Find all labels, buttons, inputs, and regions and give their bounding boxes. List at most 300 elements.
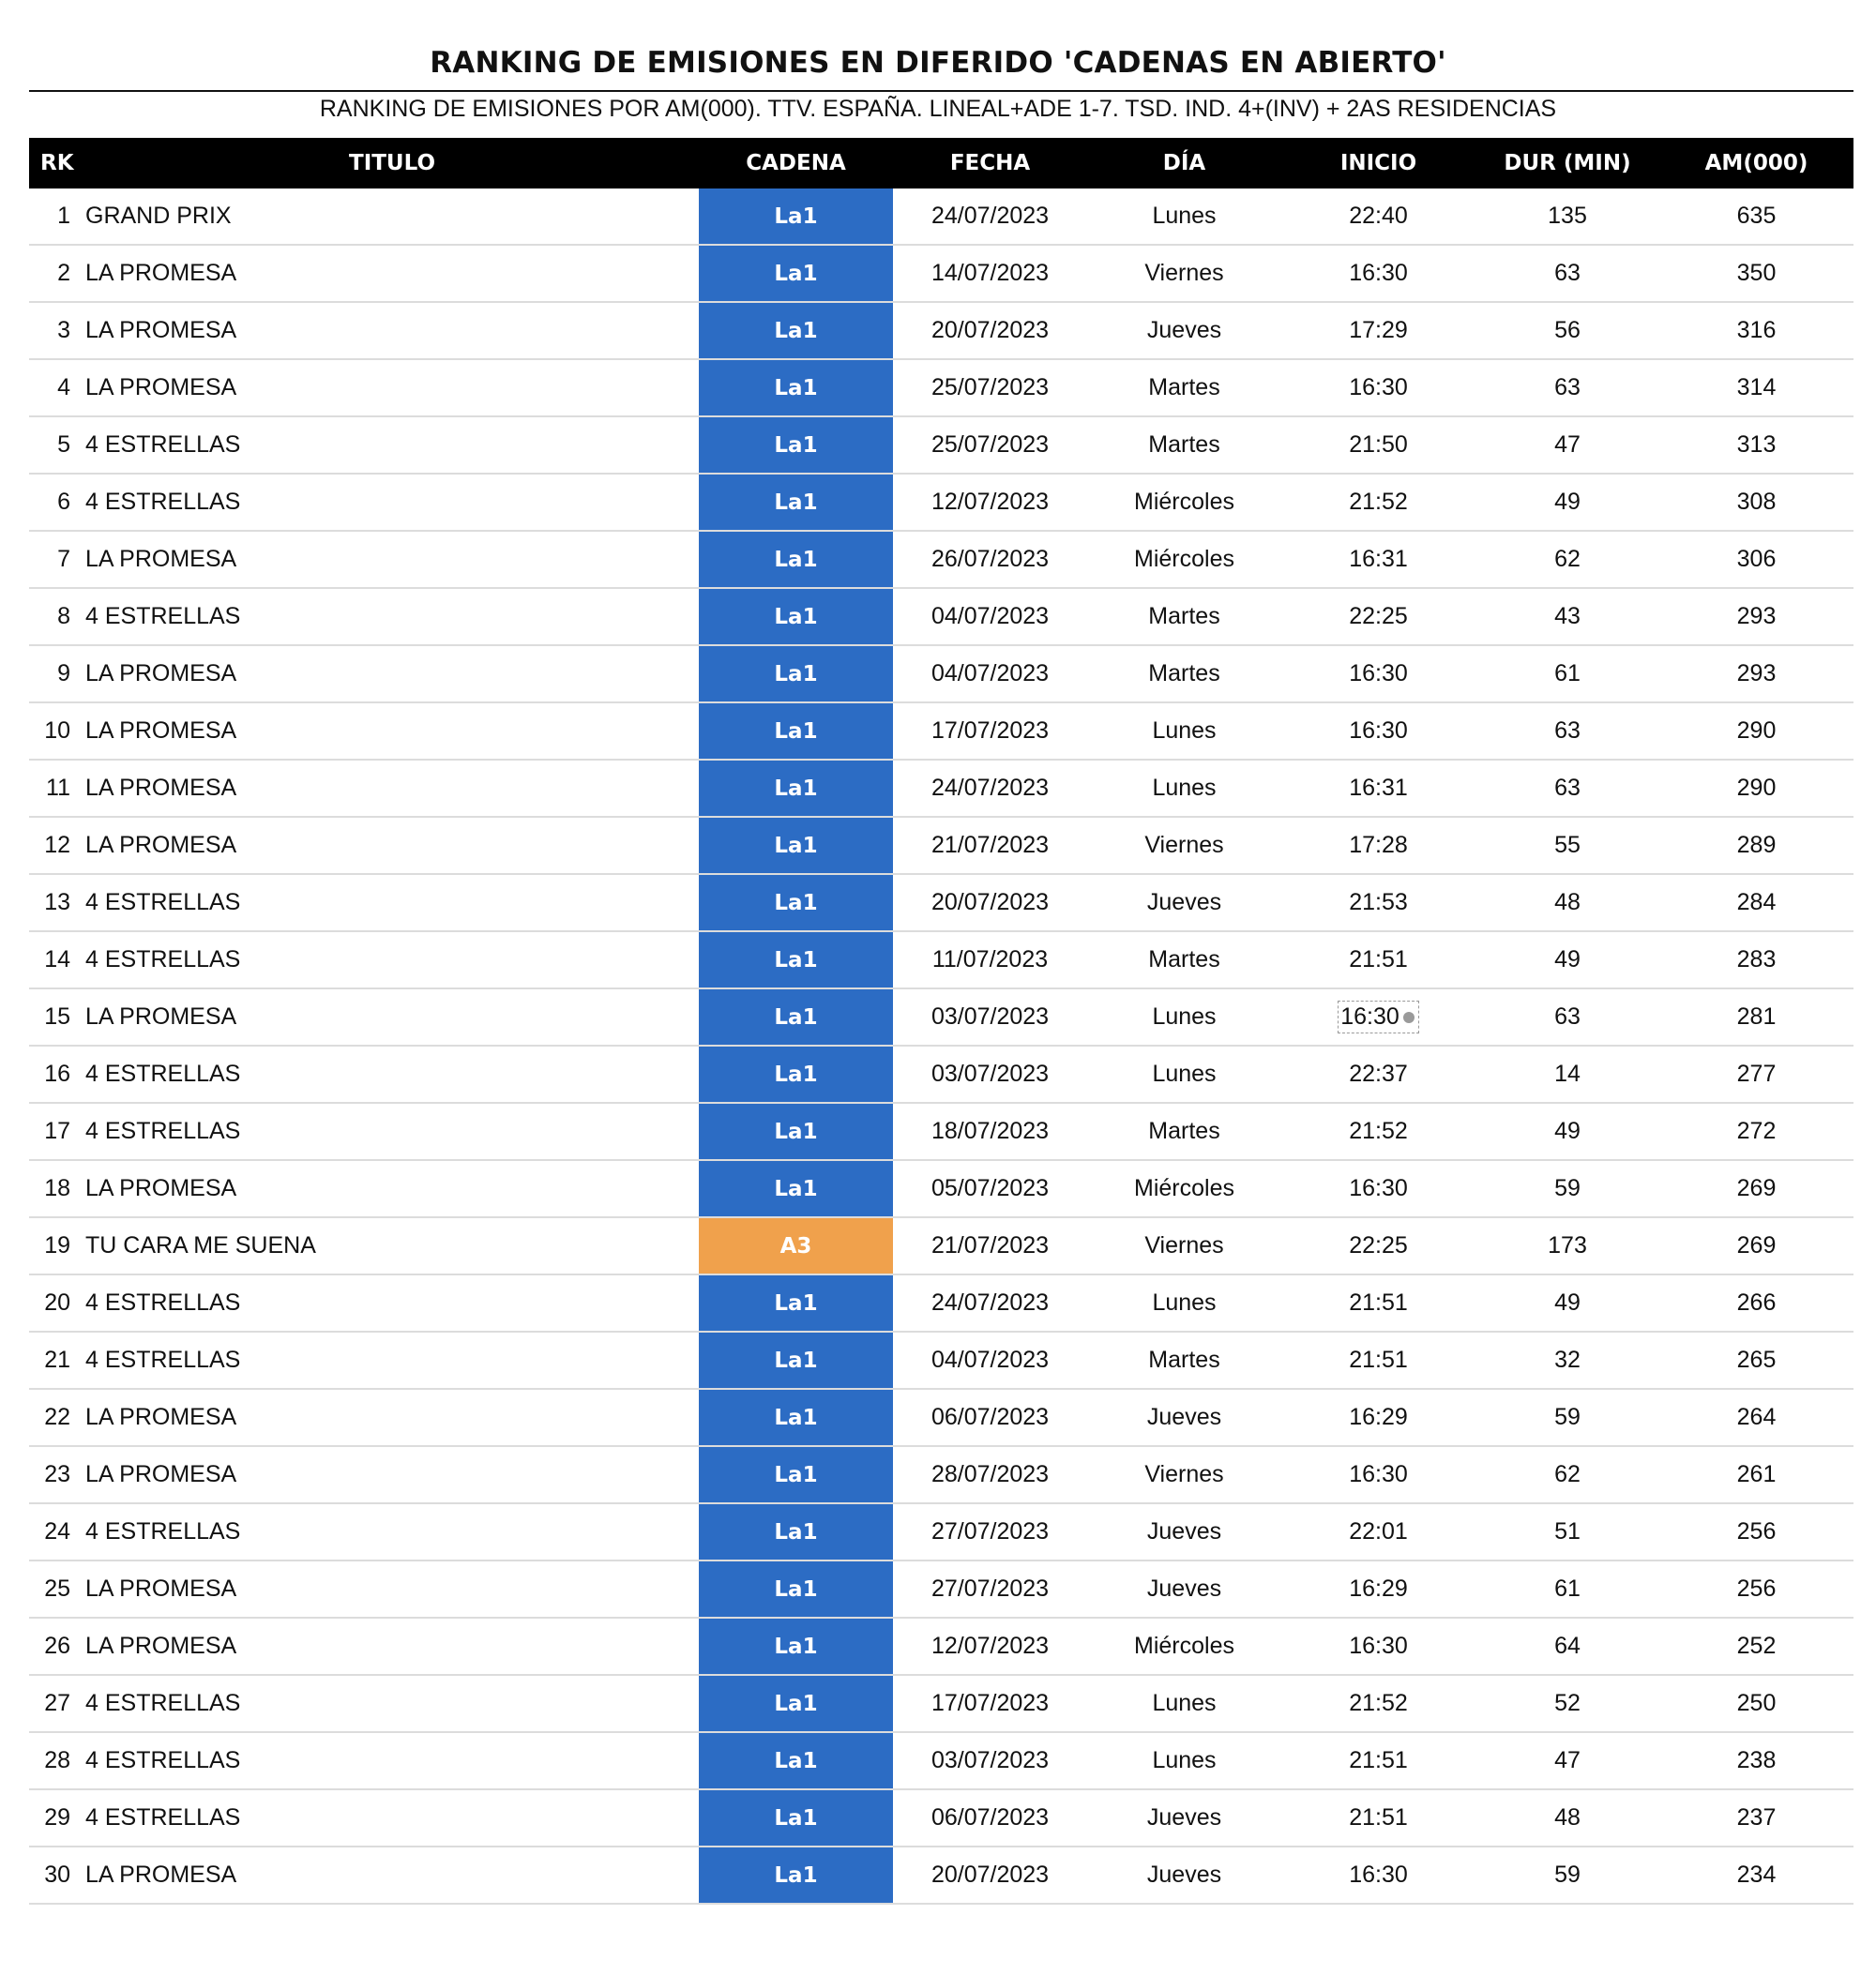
cell-inicio[interactable]: [1281, 416, 1475, 474]
channel-badge[interactable]: La1: [699, 988, 893, 1046]
cell-am[interactable]: 635: [1659, 188, 1853, 245]
cell-am[interactable]: 250: [1659, 1675, 1853, 1732]
cell-dur[interactable]: 51: [1475, 1503, 1659, 1560]
cell-titulo[interactable]: LA PROMESA: [85, 302, 699, 359]
cell-dur[interactable]: 55: [1475, 817, 1659, 874]
cell-titulo[interactable]: 4 ESTRELLAS: [85, 474, 699, 531]
cell-dia[interactable]: Martes: [1087, 416, 1281, 474]
cell-dia[interactable]: Martes: [1087, 588, 1281, 645]
header-rk[interactable]: RK: [29, 138, 85, 188]
start-time-text: 16:29: [1349, 1404, 1408, 1430]
cell-dur[interactable]: 56: [1475, 302, 1659, 359]
cell-inicio[interactable]: [1281, 1446, 1475, 1503]
start-time-text: 21:52: [1349, 1118, 1408, 1144]
cell-rk[interactable]: 28: [29, 1732, 85, 1789]
cell-am[interactable]: 256: [1659, 1560, 1853, 1618]
cell-rk[interactable]: 11: [29, 760, 85, 817]
cell-am[interactable]: 272: [1659, 1103, 1853, 1160]
cell-titulo[interactable]: LA PROMESA: [85, 1160, 699, 1217]
cell-titulo[interactable]: 4 ESTRELLAS: [85, 874, 699, 931]
cell-fecha[interactable]: 17/07/2023: [893, 702, 1087, 760]
header-dur[interactable]: DUR (MIN): [1475, 138, 1659, 188]
cell-inicio[interactable]: [1281, 1332, 1475, 1389]
start-time-value: [1349, 374, 1408, 401]
cell-fecha[interactable]: 12/07/2023: [893, 474, 1087, 531]
cell-rk[interactable]: 19: [29, 1217, 85, 1274]
header-cadena[interactable]: CADENA: [699, 138, 893, 188]
cell-dur[interactable]: 47: [1475, 1732, 1659, 1789]
channel-badge[interactable]: La1: [699, 359, 893, 416]
cell-rk[interactable]: 3: [29, 302, 85, 359]
header-dia[interactable]: DÍA: [1087, 138, 1281, 188]
cell-fecha[interactable]: 04/07/2023: [893, 588, 1087, 645]
cell-titulo[interactable]: LA PROMESA: [85, 531, 699, 588]
cell-am[interactable]: 290: [1659, 760, 1853, 817]
cell-rk[interactable]: 1: [29, 188, 85, 245]
cell-fecha[interactable]: 27/07/2023: [893, 1560, 1087, 1618]
cell-titulo[interactable]: 4 ESTRELLAS: [85, 1789, 699, 1847]
cell-am[interactable]: 269: [1659, 1217, 1853, 1274]
cell-am[interactable]: 306: [1659, 531, 1853, 588]
cell-dur[interactable]: 49: [1475, 1274, 1659, 1332]
cell-fecha[interactable]: 24/07/2023: [893, 1274, 1087, 1332]
cell-rk[interactable]: 29: [29, 1789, 85, 1847]
start-time-value: [1349, 1118, 1408, 1145]
cell-titulo[interactable]: 4 ESTRELLAS: [85, 1274, 699, 1332]
start-time-value: [1349, 1061, 1408, 1088]
cell-inicio[interactable]: [1281, 1847, 1475, 1904]
start-time-text: 16:30: [1349, 1175, 1408, 1201]
cell-titulo[interactable]: LA PROMESA: [85, 1389, 699, 1446]
cell-am[interactable]: 290: [1659, 702, 1853, 760]
cell-am[interactable]: 308: [1659, 474, 1853, 531]
start-time-text: 16:30: [1349, 1461, 1408, 1487]
cell-fecha[interactable]: 14/07/2023: [893, 245, 1087, 302]
cell-rk[interactable]: 10: [29, 702, 85, 760]
start-time-value: [1349, 1347, 1408, 1374]
start-time-text: 22:01: [1349, 1518, 1408, 1545]
cell-dia[interactable]: Lunes: [1087, 1046, 1281, 1103]
cell-fecha[interactable]: 24/07/2023: [893, 188, 1087, 245]
channel-badge[interactable]: La1: [699, 931, 893, 988]
cell-dur[interactable]: 49: [1475, 1103, 1659, 1160]
cell-titulo[interactable]: LA PROMESA: [85, 817, 699, 874]
start-time-text: 16:31: [1349, 775, 1408, 801]
cell-rk[interactable]: 13: [29, 874, 85, 931]
start-time-value: [1349, 1862, 1408, 1889]
cell-dia[interactable]: Miércoles: [1087, 1160, 1281, 1217]
cell-dur[interactable]: 61: [1475, 1560, 1659, 1618]
table-row: [29, 1560, 1853, 1618]
cell-inicio[interactable]: [1281, 988, 1475, 1046]
cell-titulo[interactable]: 4 ESTRELLAS: [85, 416, 699, 474]
cell-inicio[interactable]: [1281, 1732, 1475, 1789]
cell-titulo[interactable]: LA PROMESA: [85, 702, 699, 760]
cell-dia[interactable]: Lunes: [1087, 1274, 1281, 1332]
table-row: [29, 1446, 1853, 1503]
cell-fecha[interactable]: 25/07/2023: [893, 359, 1087, 416]
start-time-value: [1349, 1804, 1408, 1832]
table-row: [29, 817, 1853, 874]
cell-dur[interactable]: 48: [1475, 1789, 1659, 1847]
cell-am[interactable]: 256: [1659, 1503, 1853, 1560]
start-time-text: 21:51: [1349, 1747, 1408, 1773]
cell-titulo[interactable]: LA PROMESA: [85, 245, 699, 302]
channel-badge[interactable]: La1: [699, 1503, 893, 1560]
cell-inicio[interactable]: [1281, 188, 1475, 245]
cell-titulo[interactable]: 4 ESTRELLAS: [85, 931, 699, 988]
channel-badge[interactable]: La1: [699, 1732, 893, 1789]
cell-rk[interactable]: 24: [29, 1503, 85, 1560]
cell-dia[interactable]: Martes: [1087, 645, 1281, 702]
cell-dia[interactable]: Miércoles: [1087, 474, 1281, 531]
cell-fecha[interactable]: 26/07/2023: [893, 531, 1087, 588]
cell-dur[interactable]: 49: [1475, 931, 1659, 988]
cell-dia[interactable]: Viernes: [1087, 1446, 1281, 1503]
cell-dur[interactable]: 63: [1475, 988, 1659, 1046]
cell-fecha[interactable]: 11/07/2023: [893, 931, 1087, 988]
cell-dia[interactable]: Jueves: [1087, 874, 1281, 931]
cell-dia[interactable]: Viernes: [1087, 1217, 1281, 1274]
channel-badge[interactable]: La1: [699, 1847, 893, 1904]
channel-badge[interactable]: La1: [699, 1675, 893, 1732]
channel-badge[interactable]: La1: [699, 817, 893, 874]
channel-badge[interactable]: La1: [699, 188, 893, 245]
table-row: [29, 645, 1853, 702]
table-row: [29, 988, 1853, 1046]
start-time-value: [1340, 1003, 1416, 1031]
start-time-value: [1349, 431, 1408, 459]
cell-dur[interactable]: 135: [1475, 188, 1659, 245]
cell-rk[interactable]: 5: [29, 416, 85, 474]
cell-dur[interactable]: 62: [1475, 531, 1659, 588]
channel-badge[interactable]: La1: [699, 702, 893, 760]
cell-am[interactable]: 238: [1659, 1732, 1853, 1789]
cell-titulo[interactable]: LA PROMESA: [85, 1618, 699, 1675]
cell-titulo[interactable]: LA PROMESA: [85, 760, 699, 817]
cell-inicio[interactable]: [1281, 931, 1475, 988]
channel-badge[interactable]: La1: [699, 1789, 893, 1847]
cell-fecha[interactable]: 21/07/2023: [893, 817, 1087, 874]
start-time-value: [1349, 889, 1408, 916]
cell-titulo[interactable]: LA PROMESA: [85, 1847, 699, 1904]
cell-dur[interactable]: 63: [1475, 359, 1659, 416]
cell-am[interactable]: 252: [1659, 1618, 1853, 1675]
table-row: [29, 931, 1853, 988]
cell-fecha[interactable]: 25/07/2023: [893, 416, 1087, 474]
table-row: [29, 702, 1853, 760]
cell-dia[interactable]: Jueves: [1087, 1503, 1281, 1560]
cell-titulo[interactable]: 4 ESTRELLAS: [85, 588, 699, 645]
cell-fecha[interactable]: 05/07/2023: [893, 1160, 1087, 1217]
cell-dia[interactable]: Jueves: [1087, 1789, 1281, 1847]
cell-am[interactable]: 313: [1659, 416, 1853, 474]
cell-rk[interactable]: 8: [29, 588, 85, 645]
cell-fecha[interactable]: 20/07/2023: [893, 302, 1087, 359]
cell-fecha[interactable]: 28/07/2023: [893, 1446, 1087, 1503]
channel-badge[interactable]: La1: [699, 645, 893, 702]
cell-dia[interactable]: Miércoles: [1087, 531, 1281, 588]
channel-badge[interactable]: La1: [699, 588, 893, 645]
cell-rk[interactable]: 4: [29, 359, 85, 416]
cell-dur[interactable]: 173: [1475, 1217, 1659, 1274]
channel-badge[interactable]: La1: [699, 1046, 893, 1103]
cell-rk[interactable]: 25: [29, 1560, 85, 1618]
cell-rk[interactable]: 27: [29, 1675, 85, 1732]
cell-dur[interactable]: 63: [1475, 702, 1659, 760]
cell-dur[interactable]: 48: [1475, 874, 1659, 931]
table-row: [29, 416, 1853, 474]
cell-inicio[interactable]: [1281, 1274, 1475, 1332]
start-time-text: 17:28: [1349, 832, 1408, 858]
start-time-text: 16:31: [1349, 546, 1408, 572]
cell-dia[interactable]: Martes: [1087, 1103, 1281, 1160]
cell-titulo[interactable]: TU CARA ME SUENA: [85, 1217, 699, 1274]
cell-fecha[interactable]: 17/07/2023: [893, 1675, 1087, 1732]
table-row: [29, 474, 1853, 531]
cell-am[interactable]: 283: [1659, 931, 1853, 988]
cell-dur[interactable]: 63: [1475, 245, 1659, 302]
cell-dur[interactable]: 47: [1475, 416, 1659, 474]
start-time-text: 21:52: [1349, 489, 1408, 515]
start-time-text: 21:51: [1349, 1347, 1408, 1373]
cell-rk[interactable]: 15: [29, 988, 85, 1046]
cell-inicio[interactable]: [1281, 1675, 1475, 1732]
cell-rk[interactable]: 26: [29, 1618, 85, 1675]
cell-am[interactable]: 265: [1659, 1332, 1853, 1389]
start-time-text: 22:25: [1349, 1232, 1408, 1259]
table-row: [29, 302, 1853, 359]
cell-fecha[interactable]: 27/07/2023: [893, 1503, 1087, 1560]
cell-am[interactable]: 289: [1659, 817, 1853, 874]
cell-rk[interactable]: 12: [29, 817, 85, 874]
table-row: [29, 760, 1853, 817]
cell-titulo[interactable]: LA PROMESA: [85, 1446, 699, 1503]
cell-inicio[interactable]: [1281, 702, 1475, 760]
start-time-value: [1349, 1404, 1408, 1431]
cell-titulo[interactable]: 4 ESTRELLAS: [85, 1103, 699, 1160]
cell-inicio[interactable]: [1281, 588, 1475, 645]
cell-rk[interactable]: 22: [29, 1389, 85, 1446]
start-time-text: 21:50: [1349, 431, 1408, 458]
cell-am[interactable]: 293: [1659, 645, 1853, 702]
channel-badge[interactable]: La1: [699, 874, 893, 931]
header-am[interactable]: AM(000): [1659, 138, 1853, 188]
cell-dur[interactable]: 64: [1475, 1618, 1659, 1675]
header-inicio[interactable]: INICIO: [1281, 138, 1475, 188]
cell-titulo[interactable]: 4 ESTRELLAS: [85, 1503, 699, 1560]
cell-dia[interactable]: Martes: [1087, 931, 1281, 988]
table-row: [29, 1389, 1853, 1446]
cell-dia[interactable]: Viernes: [1087, 245, 1281, 302]
cell-rk[interactable]: 6: [29, 474, 85, 531]
cell-inicio[interactable]: [1281, 302, 1475, 359]
cell-rk[interactable]: 16: [29, 1046, 85, 1103]
start-time-text: 16:29: [1349, 1575, 1408, 1602]
start-time-value: [1349, 603, 1408, 630]
cell-dur[interactable]: 52: [1475, 1675, 1659, 1732]
cell-inicio[interactable]: [1281, 1217, 1475, 1274]
cell-fecha[interactable]: 06/07/2023: [893, 1789, 1087, 1847]
cell-dur[interactable]: 43: [1475, 588, 1659, 645]
cell-fecha[interactable]: 03/07/2023: [893, 988, 1087, 1046]
cell-am[interactable]: 269: [1659, 1160, 1853, 1217]
channel-badge[interactable]: La1: [699, 1274, 893, 1332]
cell-fecha[interactable]: 04/07/2023: [893, 1332, 1087, 1389]
cell-inicio[interactable]: [1281, 1789, 1475, 1847]
cell-dia[interactable]: Jueves: [1087, 302, 1281, 359]
channel-badge[interactable]: La1: [699, 302, 893, 359]
cell-fecha[interactable]: 06/07/2023: [893, 1389, 1087, 1446]
cell-inicio[interactable]: [1281, 245, 1475, 302]
cell-dur[interactable]: 61: [1475, 645, 1659, 702]
channel-badge[interactable]: La1: [699, 1618, 893, 1675]
channel-badge[interactable]: La1: [699, 474, 893, 531]
cell-fecha[interactable]: 24/07/2023: [893, 760, 1087, 817]
cell-inicio[interactable]: [1281, 531, 1475, 588]
cell-fecha[interactable]: 03/07/2023: [893, 1732, 1087, 1789]
cell-inicio[interactable]: [1281, 645, 1475, 702]
header-titulo[interactable]: TITULO: [85, 138, 699, 188]
channel-badge[interactable]: La1: [699, 245, 893, 302]
cell-am[interactable]: 266: [1659, 1274, 1853, 1332]
cell-inicio[interactable]: [1281, 1103, 1475, 1160]
cell-dia[interactable]: Jueves: [1087, 1389, 1281, 1446]
cell-titulo[interactable]: GRAND PRIX: [85, 188, 699, 245]
cell-dia[interactable]: Jueves: [1087, 1560, 1281, 1618]
cell-inicio[interactable]: [1281, 1503, 1475, 1560]
cell-am[interactable]: 281: [1659, 988, 1853, 1046]
cell-titulo[interactable]: 4 ESTRELLAS: [85, 1046, 699, 1103]
channel-badge[interactable]: La1: [699, 416, 893, 474]
cell-rk[interactable]: 17: [29, 1103, 85, 1160]
cell-am[interactable]: 264: [1659, 1389, 1853, 1446]
start-time-value: [1349, 946, 1408, 973]
start-time-text: 22:40: [1349, 203, 1408, 229]
cell-dia[interactable]: Lunes: [1087, 702, 1281, 760]
start-time-text: 16:30: [1340, 1003, 1399, 1030]
cell-titulo[interactable]: LA PROMESA: [85, 988, 699, 1046]
cell-dur[interactable]: 59: [1475, 1160, 1659, 1217]
cell-dia[interactable]: Lunes: [1087, 1675, 1281, 1732]
start-time-value: [1349, 717, 1408, 745]
cell-dur[interactable]: 62: [1475, 1446, 1659, 1503]
channel-badge[interactable]: La1: [699, 1446, 893, 1503]
cell-dur[interactable]: 14: [1475, 1046, 1659, 1103]
cell-fecha[interactable]: 20/07/2023: [893, 874, 1087, 931]
cell-fecha[interactable]: 21/07/2023: [893, 1217, 1087, 1274]
start-time-text: 16:30: [1349, 717, 1408, 744]
cell-dia[interactable]: Lunes: [1087, 760, 1281, 817]
cell-am[interactable]: 314: [1659, 359, 1853, 416]
cell-am[interactable]: 293: [1659, 588, 1853, 645]
table-row: [29, 1675, 1853, 1732]
start-time-text: 16:30: [1349, 260, 1408, 286]
table-row: [29, 245, 1853, 302]
cell-dia[interactable]: Viernes: [1087, 817, 1281, 874]
cell-rk[interactable]: 18: [29, 1160, 85, 1217]
cell-rk[interactable]: 20: [29, 1274, 85, 1332]
cell-dia[interactable]: Lunes: [1087, 188, 1281, 245]
cell-dia[interactable]: Jueves: [1087, 1847, 1281, 1904]
cell-rk[interactable]: 23: [29, 1446, 85, 1503]
start-time-text: 21:51: [1349, 1804, 1408, 1831]
cell-inicio[interactable]: [1281, 1560, 1475, 1618]
cell-dur[interactable]: 59: [1475, 1847, 1659, 1904]
cell-am[interactable]: 277: [1659, 1046, 1853, 1103]
cell-fecha[interactable]: 03/07/2023: [893, 1046, 1087, 1103]
cell-inicio[interactable]: [1281, 1618, 1475, 1675]
cell-dia[interactable]: Lunes: [1087, 1732, 1281, 1789]
channel-badge[interactable]: La1: [699, 1103, 893, 1160]
cell-am[interactable]: 234: [1659, 1847, 1853, 1904]
cell-fecha[interactable]: 18/07/2023: [893, 1103, 1087, 1160]
cell-dia[interactable]: Miércoles: [1087, 1618, 1281, 1675]
channel-badge[interactable]: La1: [699, 1560, 893, 1618]
cell-fecha[interactable]: 12/07/2023: [893, 1618, 1087, 1675]
cell-rk[interactable]: 21: [29, 1332, 85, 1389]
cell-dur[interactable]: 59: [1475, 1389, 1659, 1446]
cell-dia[interactable]: Martes: [1087, 1332, 1281, 1389]
cell-inicio[interactable]: [1281, 760, 1475, 817]
table-row: [29, 588, 1853, 645]
cell-dur[interactable]: 32: [1475, 1332, 1659, 1389]
cell-rk[interactable]: 9: [29, 645, 85, 702]
cell-dur[interactable]: 49: [1475, 474, 1659, 531]
channel-badge[interactable]: A3: [699, 1217, 893, 1274]
channel-badge[interactable]: La1: [699, 1332, 893, 1389]
start-time-value: [1349, 260, 1408, 287]
cell-fecha[interactable]: 20/07/2023: [893, 1847, 1087, 1904]
cell-titulo[interactable]: LA PROMESA: [85, 645, 699, 702]
cell-titulo[interactable]: 4 ESTRELLAS: [85, 1332, 699, 1389]
channel-badge[interactable]: La1: [699, 760, 893, 817]
header-fecha[interactable]: FECHA: [893, 138, 1087, 188]
cell-dia[interactable]: Lunes: [1087, 988, 1281, 1046]
channel-badge[interactable]: La1: [699, 1160, 893, 1217]
cell-inicio[interactable]: [1281, 1046, 1475, 1103]
cell-am[interactable]: 350: [1659, 245, 1853, 302]
cell-rk[interactable]: 7: [29, 531, 85, 588]
start-time-value: [1349, 1289, 1408, 1317]
cell-inicio[interactable]: [1281, 359, 1475, 416]
cell-titulo[interactable]: LA PROMESA: [85, 359, 699, 416]
cell-fecha[interactable]: 04/07/2023: [893, 645, 1087, 702]
channel-badge[interactable]: La1: [699, 1389, 893, 1446]
cell-inicio[interactable]: [1281, 874, 1475, 931]
cell-am[interactable]: 316: [1659, 302, 1853, 359]
cell-inicio[interactable]: [1281, 474, 1475, 531]
cell-titulo[interactable]: LA PROMESA: [85, 1560, 699, 1618]
channel-badge[interactable]: La1: [699, 531, 893, 588]
cell-rk[interactable]: 30: [29, 1847, 85, 1904]
cell-rk[interactable]: 14: [29, 931, 85, 988]
cell-titulo[interactable]: 4 ESTRELLAS: [85, 1732, 699, 1789]
comment-indicator-icon[interactable]: [1403, 1012, 1415, 1023]
table-row: [29, 359, 1853, 416]
cell-dur[interactable]: 63: [1475, 760, 1659, 817]
cell-am[interactable]: 284: [1659, 874, 1853, 931]
cell-inicio[interactable]: [1281, 1389, 1475, 1446]
cell-inicio[interactable]: [1281, 1160, 1475, 1217]
cell-inicio[interactable]: [1281, 817, 1475, 874]
start-time-text: 21:53: [1349, 889, 1408, 915]
cell-dia[interactable]: Martes: [1087, 359, 1281, 416]
cell-rk[interactable]: 2: [29, 245, 85, 302]
cell-am[interactable]: 261: [1659, 1446, 1853, 1503]
cell-titulo[interactable]: 4 ESTRELLAS: [85, 1675, 699, 1732]
cell-am[interactable]: 237: [1659, 1789, 1853, 1847]
